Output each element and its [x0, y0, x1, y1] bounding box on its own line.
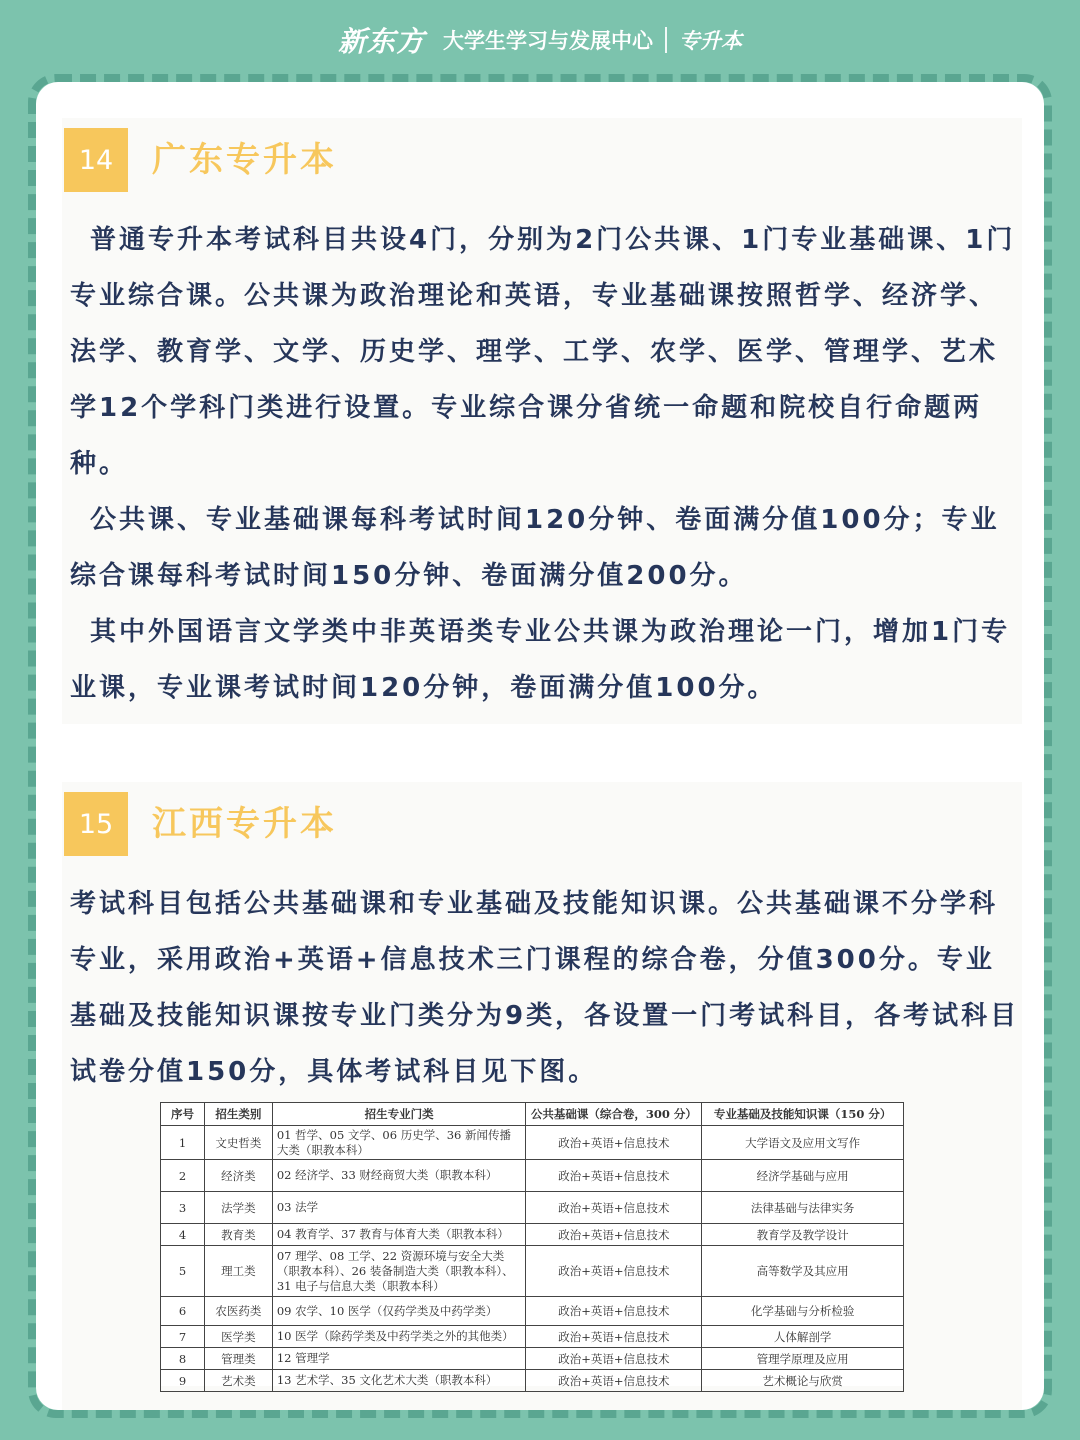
cell-index: 7 — [161, 1326, 205, 1348]
cell-majors: 13 艺术学、35 文化艺术大类（职教本科） — [272, 1370, 526, 1392]
table-header-row — [161, 1103, 904, 1126]
cell-public-course: 政治+英语+信息技术 — [526, 1160, 702, 1192]
cell-category: 经济类 — [204, 1160, 272, 1192]
paragraph: 考试科目包括公共基础课和专业基础及技能知识课。公共基础课不分学科专业，采用政治+英语+信息技术三门课程的综合卷，分值300分。专业基础及技能知识课按专业门类分为9类，各设置一门考试科目，各考试科目试卷分值150分，具体考试科目见下图。 — [70, 889, 1020, 1087]
brand-logo: 新东方 — [337, 25, 425, 58]
header-cell: 招生类别 — [204, 1103, 272, 1126]
paragraph: 公共课、专业基础课每科考试时间120分钟、卷面满分值100分；专业综合课每科考试时间150分钟、卷面满分值200分。 — [70, 505, 1000, 591]
cell-category: 艺术类 — [204, 1370, 272, 1392]
cell-public-course: 政治+英语+信息技术 — [526, 1348, 702, 1370]
section-number-badge: 15 — [64, 792, 128, 856]
cell-majors: 09 农学、10 医学（仅药学类及中药学类） — [272, 1297, 526, 1326]
cell-public-course: 政治+英语+信息技术 — [526, 1192, 702, 1224]
cell-skill-course: 法律基础与法律实务 — [702, 1192, 904, 1224]
table-row — [161, 1326, 904, 1348]
cell-skill-course: 经济学基础与应用 — [702, 1160, 904, 1192]
cell-public-course: 政治+英语+信息技术 — [526, 1246, 702, 1297]
cell-index: 2 — [161, 1160, 205, 1192]
cell-index: 4 — [161, 1224, 205, 1246]
cell-majors: 10 医学（除药学类及中药学类之外的其他类） — [272, 1326, 526, 1348]
cell-index: 9 — [161, 1370, 205, 1392]
cell-category: 农医药类 — [204, 1297, 272, 1326]
cell-public-course: 政治+英语+信息技术 — [526, 1224, 702, 1246]
brand-center-name: 大学生学习与发展中心 — [443, 29, 653, 53]
cell-category: 法学类 — [204, 1192, 272, 1224]
cell-index: 8 — [161, 1348, 205, 1370]
table-row — [161, 1348, 904, 1370]
table-row — [161, 1224, 904, 1246]
cell-category: 管理类 — [204, 1348, 272, 1370]
cell-majors: 04 教育学、37 教育与体育大类（职教本科） — [272, 1224, 526, 1246]
paragraph: 其中外国语言文学类中非英语类专业公共课为政治理论一门，增加1门专业课，专业课考试时间120分钟，卷面满分值100分。 — [70, 617, 1011, 703]
cell-majors: 01 哲学、05 文学、06 历史学、36 新闻传播大类（职教本科） — [272, 1126, 526, 1160]
table-row — [161, 1370, 904, 1392]
header-cell: 招生专业门类 — [272, 1103, 526, 1126]
cell-skill-course: 大学语文及应用文写作 — [702, 1126, 904, 1160]
cell-majors: 07 理学、08 工学、22 资源环境与安全大类（职教本科）、26 装备制造大类（职教本科）、31 电子与信息大类（职教本科） — [272, 1246, 526, 1297]
cell-skill-course: 管理学原理及应用 — [702, 1348, 904, 1370]
cell-category: 教育类 — [204, 1224, 272, 1246]
cell-public-course: 政治+英语+信息技术 — [526, 1370, 702, 1392]
table-row — [161, 1246, 904, 1297]
section-body — [70, 876, 1020, 1100]
cell-index: 6 — [161, 1297, 205, 1326]
section-title: 江西专升本 — [152, 804, 337, 844]
cell-public-course: 政治+英语+信息技术 — [526, 1326, 702, 1348]
paragraph: 普通专升本考试科目共设4门，分别为2门公共课、1门专业基础课、1门专业综合课。公共课为政治理论和英语，专业基础课按照哲学、经济学、法学、教育学、文学、历史学、理学、工学、农学、医学、管理学、艺术学12个学科门类进行设置。专业综合课分省统一命题和院校自行命题两种。 — [70, 225, 1016, 479]
section-guangdong — [62, 118, 1022, 724]
table-row — [161, 1192, 904, 1224]
content-card — [36, 82, 1044, 1410]
cell-category: 文史哲类 — [204, 1126, 272, 1160]
brand-tag: 专升本 — [679, 29, 742, 53]
cell-skill-course: 化学基础与分析检验 — [702, 1297, 904, 1326]
exam-subjects-table-image — [160, 1102, 904, 1386]
cell-majors: 12 管理学 — [272, 1348, 526, 1370]
cell-index: 1 — [161, 1126, 205, 1160]
section-body — [70, 212, 1020, 716]
cell-index: 3 — [161, 1192, 205, 1224]
brand-divider — [665, 27, 667, 53]
header-cell: 序号 — [161, 1103, 205, 1126]
cell-public-course: 政治+英语+信息技术 — [526, 1126, 702, 1160]
cell-category: 理工类 — [204, 1246, 272, 1297]
cell-index: 5 — [161, 1246, 205, 1297]
section-title: 广东专升本 — [152, 140, 337, 180]
cell-majors: 03 法学 — [272, 1192, 526, 1224]
cell-skill-course: 艺术概论与欣赏 — [702, 1370, 904, 1392]
table-row — [161, 1126, 904, 1160]
cell-skill-course: 人体解剖学 — [702, 1326, 904, 1348]
top-brand-bar — [0, 0, 1080, 80]
cell-skill-course: 教育学及教学设计 — [702, 1224, 904, 1246]
cell-public-course: 政治+英语+信息技术 — [526, 1297, 702, 1326]
table-row — [161, 1297, 904, 1326]
section-number-badge: 14 — [64, 128, 128, 192]
cell-skill-course: 高等数学及其应用 — [702, 1246, 904, 1297]
exam-subjects-table — [160, 1102, 904, 1392]
table-row — [161, 1160, 904, 1192]
header-cell: 专业基础及技能知识课（150 分） — [702, 1103, 904, 1126]
header-cell: 公共基础课（综合卷，300 分） — [526, 1103, 702, 1126]
cell-category: 医学类 — [204, 1326, 272, 1348]
cell-majors: 02 经济学、33 财经商贸大类（职教本科） — [272, 1160, 526, 1192]
